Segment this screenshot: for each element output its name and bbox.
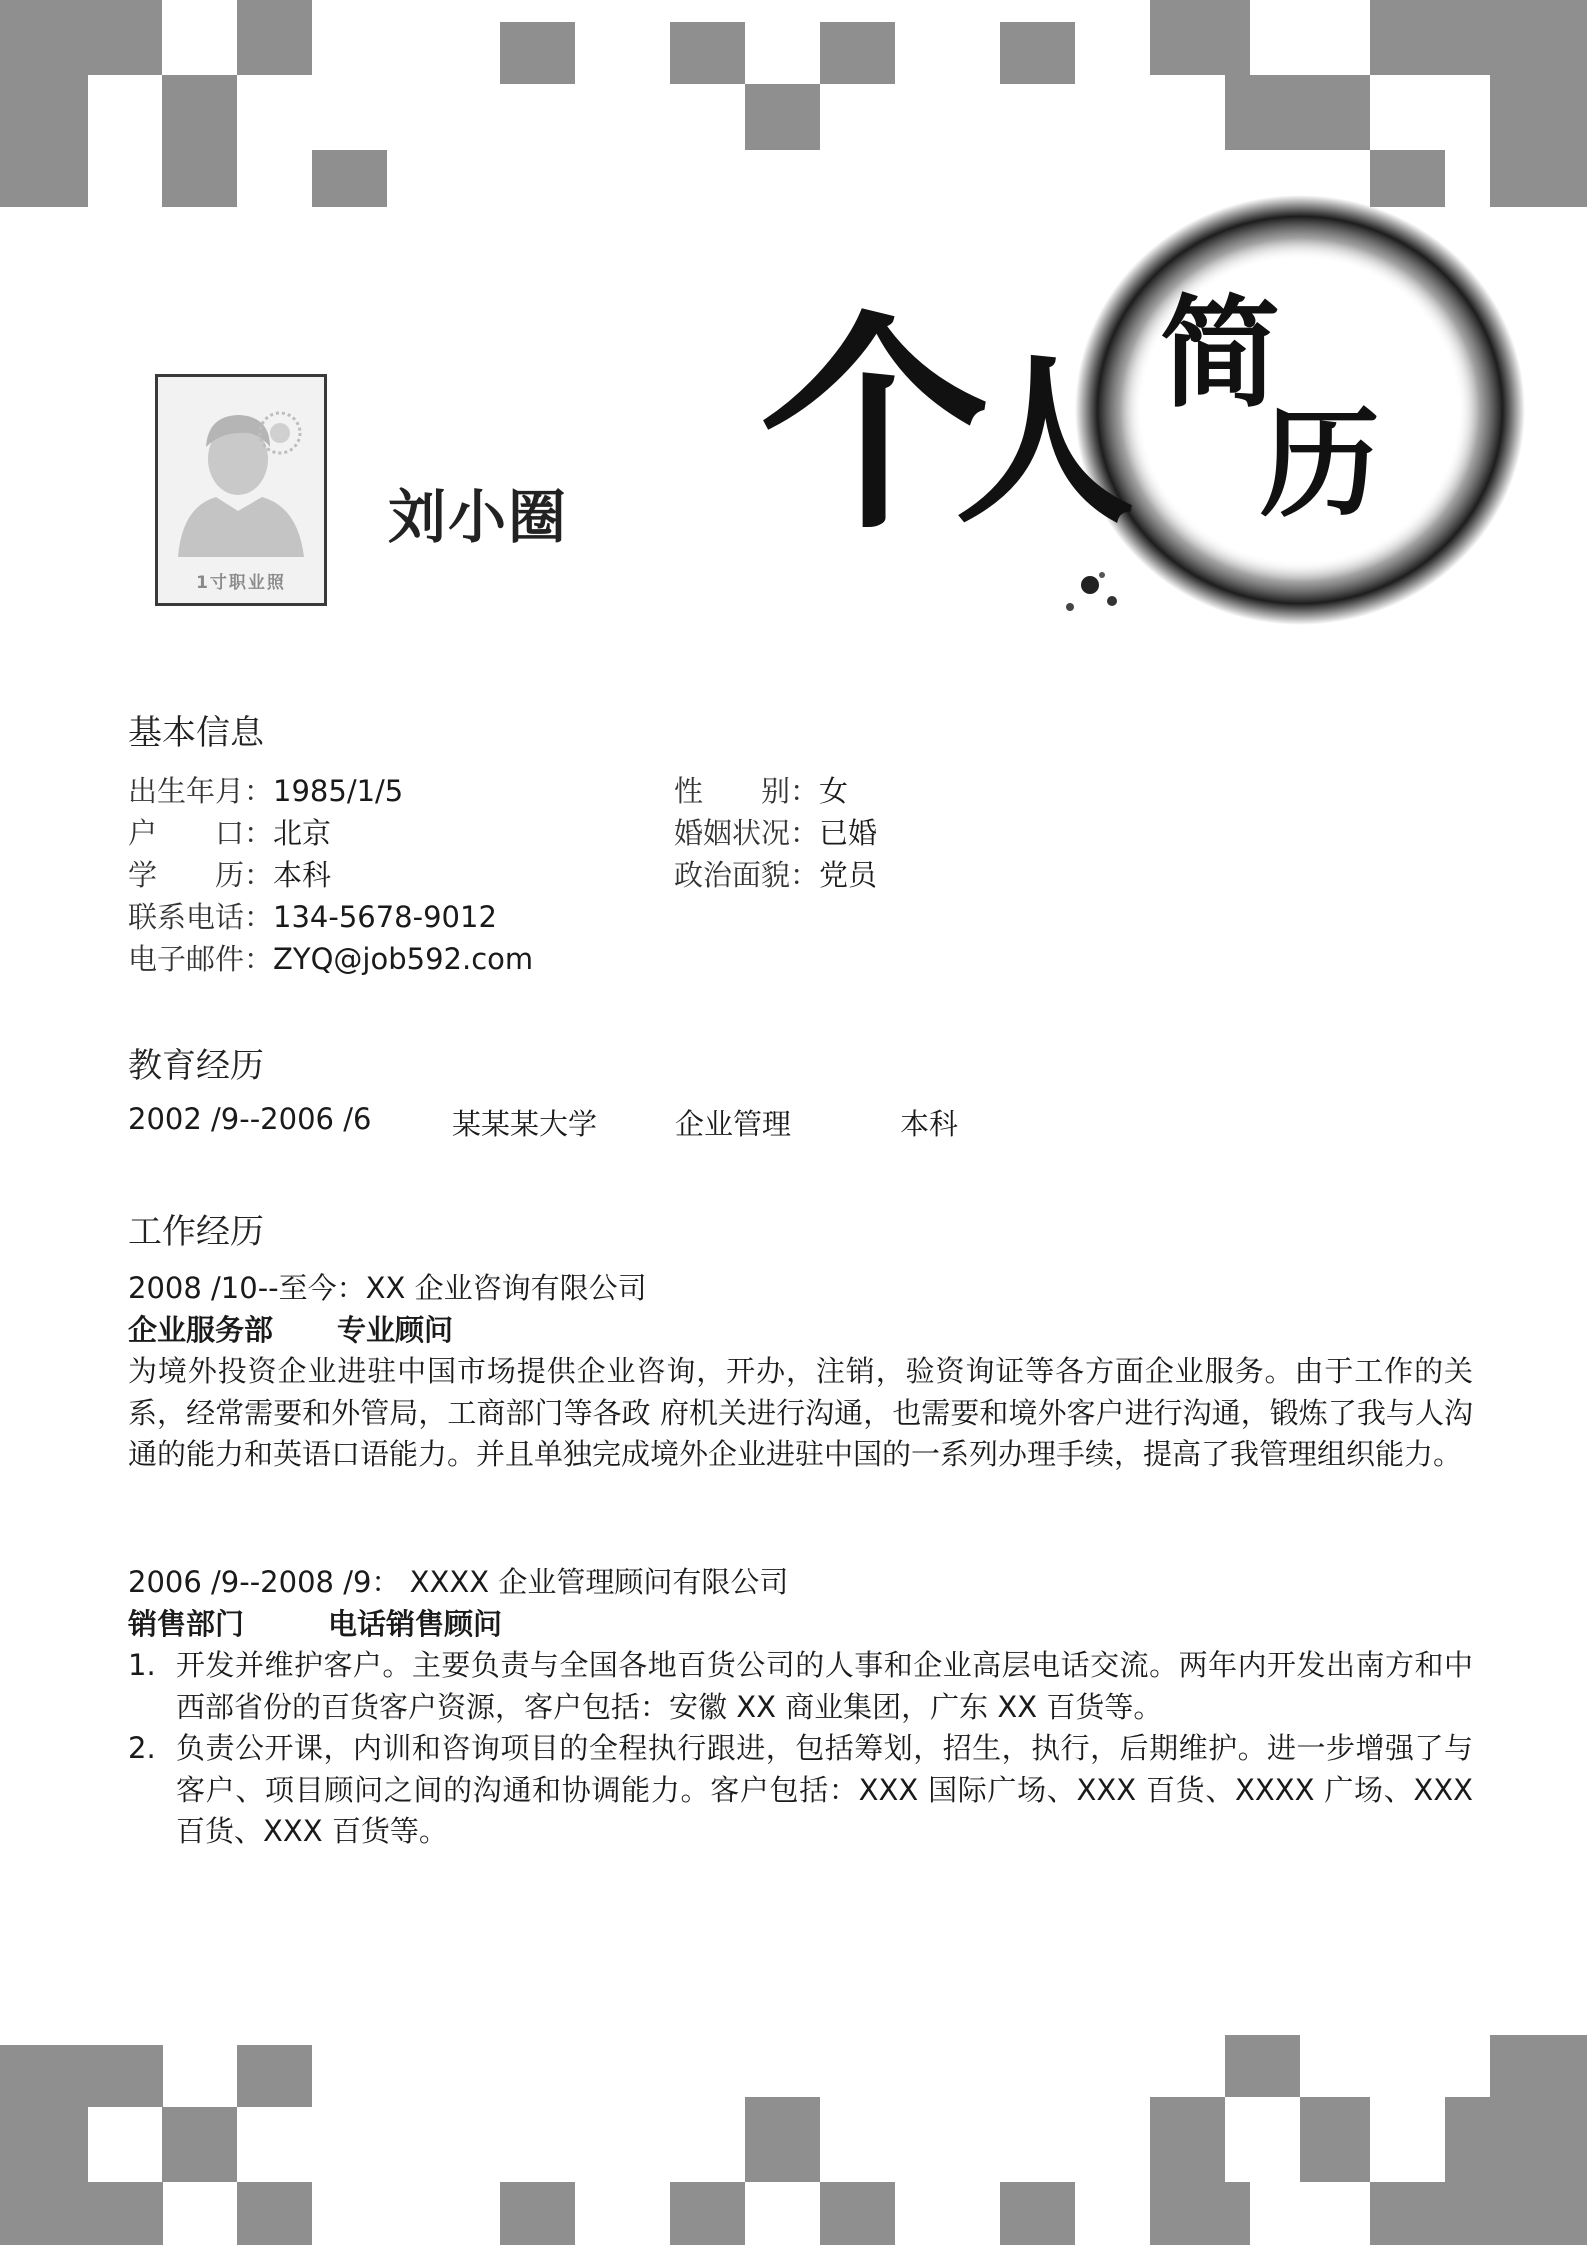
resume-title-brush-art: [740, 175, 1530, 645]
basic-info-right-column: [674, 770, 877, 896]
basic-info-left-column: [128, 770, 533, 980]
info-row-gender: 性 别：女: [674, 774, 849, 808]
job-role-line: [128, 1604, 1473, 1646]
job-entry-1: [128, 1268, 1473, 1476]
profile-photo-placeholder[interactable]: [155, 374, 327, 606]
job-dept: 企业服务部: [128, 1312, 274, 1347]
title-char-3: 简: [1160, 283, 1280, 424]
job-description: 为境外投资企业进驻中国市场提供企业咨询，开办，注销，验资询证等各方面企业服务。由于工作的关系，经常需要和外管局，工商部门等各政 府机关进行沟通，也需要和境外客户进行沟通，锻炼了我与人沟通的能力和英语口语能力。并且单独完成境外企业进驻中国的一系列办理手续，提高了我管理组织能力。: [128, 1354, 1473, 1471]
job-duties-list: [128, 1645, 1473, 1853]
job-role-line: [128, 1310, 1473, 1352]
education-major: 企业管理: [675, 1107, 792, 1141]
candidate-name: 刘小圈: [388, 483, 569, 551]
job-dept: 销售部门: [128, 1606, 245, 1641]
title-char-4: 历: [1260, 393, 1380, 534]
info-row-email: 电子邮件：ZYQ@job592.com: [128, 942, 534, 976]
education-degree: 本科: [900, 1107, 959, 1141]
info-row-marital: 婚姻状况：已婚: [674, 816, 878, 850]
info-row-phone: 联系电话：134-5678-9012: [128, 900, 497, 934]
info-row-hukou: 户 口：北京: [128, 816, 332, 850]
education-period: 2002 /9--2006 /6: [128, 1102, 372, 1136]
title-char-2: 人: [955, 337, 1136, 548]
basic-info-heading: 基本信息: [128, 713, 264, 753]
job-entry-2: [128, 1562, 1473, 1853]
avatar-silhouette-icon: [158, 377, 324, 557]
job-position: 专业顾问: [337, 1312, 454, 1347]
info-row-political: 政治面貌：党员: [674, 858, 878, 892]
job-header: 2006 /9--2008 /9： XXXX 企业管理顾问有限公司: [128, 1565, 789, 1599]
info-row-birth: 出生年月：1985/1/5: [128, 774, 404, 808]
education-school: 某某某大学: [452, 1107, 598, 1141]
title-char-1: 个: [760, 290, 991, 560]
list-item: 1. 开发并维护客户。主要负责与全国各地百货公司的人事和企业高层电话交流。两年内开发出南方和中西部省份的百货客户资源，客户包括：安徽 XX 商业集团，广东 XX 百货等。: [128, 1648, 1473, 1724]
photo-label: 1寸职业照: [196, 573, 286, 593]
bottom-pattern-decoration: [0, 2035, 1587, 2245]
info-row-education: 学 历：本科: [128, 858, 332, 892]
job-position: 电话销售顾问: [328, 1606, 503, 1641]
work-heading: 工作经历: [128, 1212, 264, 1252]
job-header: 2008 /10--至今：XX 企业咨询有限公司: [128, 1271, 647, 1305]
list-item: 2. 负责公开课，内训和咨询项目的全程执行跟进，包括筹划，招生，执行，后期维护。进一步增强了与客户、项目顾问之间的沟通和协调能力。客户包括：XXX 国际广场、XXX 百货、XXXX 广场、XXX 百货、XXX 百货等。: [128, 1731, 1473, 1848]
education-heading: 教育经历: [128, 1046, 264, 1086]
